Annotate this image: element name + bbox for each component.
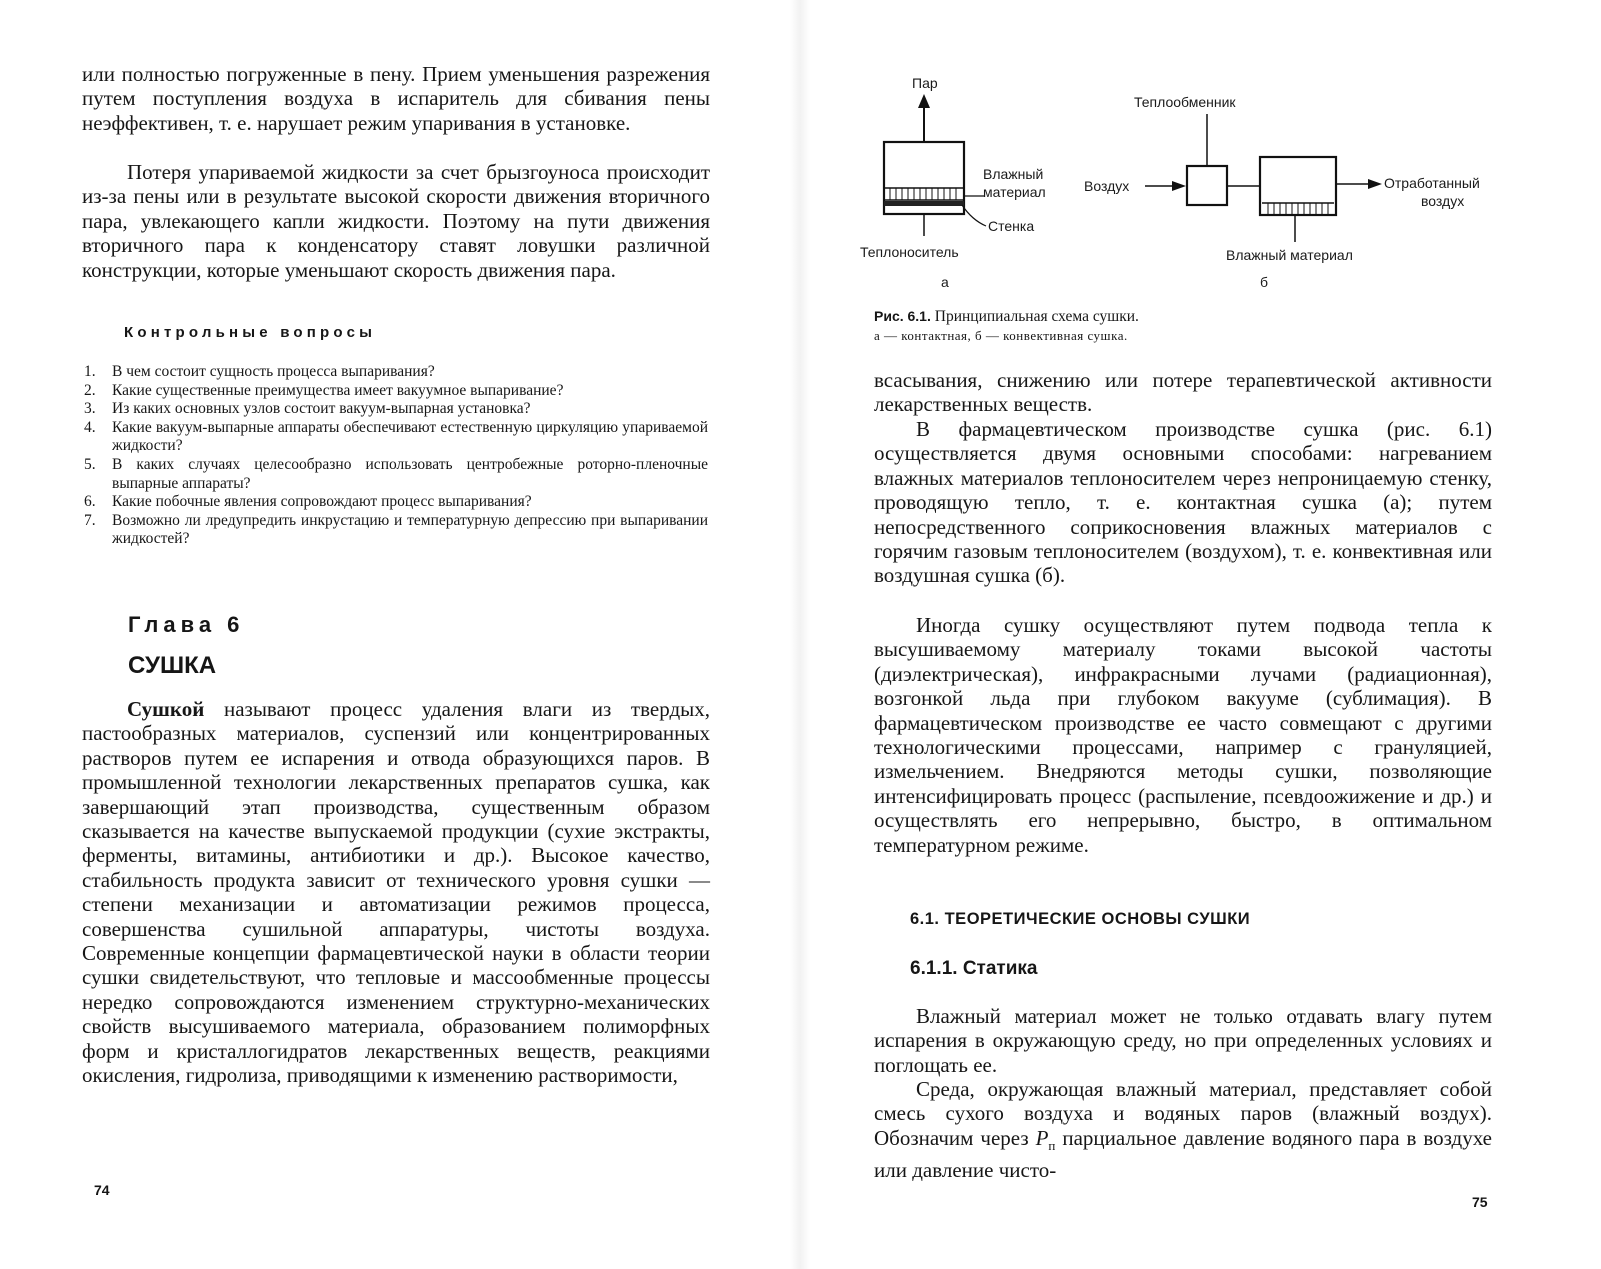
- right-paragraph-4: Влажный материал может не только отдавать влагу путем испарения в окружающую среду, но при определенных условиях и поглощать ее.: [874, 1004, 1492, 1077]
- term-bold: Сушкой: [127, 697, 205, 721]
- heat-exchanger-box: [1187, 166, 1227, 205]
- right-paragraph-5-text-a: Среда, окружающая влажный материал, представляет собой смесь сухого воздуха и водяных паров (влажный воздух). Обозначим через: [874, 1077, 1492, 1150]
- label-wall: Стенка: [988, 218, 1035, 234]
- question-text: Возможно ли лредупредить инкрустацию и температурную депрессию при выпаривании жидкостей?: [112, 511, 708, 548]
- question-item: [84, 493, 708, 512]
- label-exhaust-air-2: воздух: [1421, 193, 1465, 209]
- questions-list: [84, 363, 708, 549]
- right-page: [810, 0, 1601, 1269]
- question-number: 3.: [84, 400, 96, 418]
- right-paragraph-5: [874, 1077, 1492, 1183]
- label-wet-material-a-2: материал: [983, 184, 1046, 200]
- right-paragraph-5-text-b: парциальное давление водяного пара в воздухе или давление чисто-: [874, 1125, 1492, 1183]
- question-text: В каких случаях целесообразно использовать центробежные роторно-пленочные выпарные аппараты?: [112, 455, 708, 492]
- page-number-right: 75: [1472, 1194, 1488, 1210]
- left-paragraph-2: Потеря упариваемой жидкости за счет брызгоуноса происходит из-за пены или в результате высокой скорости движения вторичного пара, увлекающего капли жидкости. Поэтому на пути движения вторичного пара к конденсатору ставят ловушки различной конструкции, которые уменьшают скорость движения пара.: [82, 160, 710, 282]
- drying-schematic: [854, 60, 1574, 300]
- question-text: Какие существенные преимущества имеет вакуумное выпаривание?: [112, 381, 564, 399]
- pressure-symbol: P: [1035, 1125, 1049, 1150]
- question-item: [84, 363, 708, 382]
- page-number-left: 74: [94, 1182, 110, 1198]
- label-heat-exchanger: Теплообменник: [1134, 94, 1236, 110]
- right-paragraph-1: всасывания, снижению или потере терапевтической активности лекарственных веществ.: [874, 368, 1492, 417]
- chapter-title: СУШКА: [128, 652, 217, 679]
- question-number: 5.: [84, 455, 96, 473]
- wall-pointer: [962, 205, 986, 226]
- heated-wall: [884, 201, 964, 206]
- question-item: [84, 400, 708, 419]
- question-number: 7.: [84, 511, 96, 529]
- caption-line: [874, 306, 1494, 327]
- subsection-heading: 6.1.1. Статика: [910, 958, 1038, 979]
- question-item: [84, 512, 708, 549]
- label-heat-carrier: Теплоноситель: [860, 244, 959, 260]
- question-number: 4.: [84, 418, 96, 436]
- label-air: Воздух: [1084, 178, 1130, 194]
- label-exhaust-air-1: Отработанный: [1384, 175, 1480, 191]
- question-number: 1.: [84, 363, 96, 380]
- label-wet-material-b: Влажный материал: [1226, 247, 1353, 263]
- question-text: Из каких основных узлов состоит вакуум-выпарная установка?: [112, 400, 531, 418]
- chapter-label: Глава 6: [128, 612, 245, 637]
- left-paragraph-3-text: называют процесс удаления влаги из твердых, пастообразных материалов, суспензий или концентрированных растворов путем ее испарения и отвода образующихся паров. В промышленной технологии лекарственных препаратов сушка, как завершающий этап производства, существенным образом сказывается на качестве выпускаемой продукции (сухие экстракты, ферменты, витамины, антибиотики и др.). Высокое качество, стабильность продукта зависит от технического уровня сушки — степени механизации и автоматизации режимов процесса, совершенства сушильной аппаратуры, чистоты воздуха. Современные концепции фармацевтической науки в области теории сушки свидетельствуют, что тепловые и массообменные процессы нередко сопровождаются изменением структурно-механических свойств высушиваемого материала, образованием полиморфных форм и кристаллогидратов лекарственных веществ, реакциями окисления, гидролиза, приводящими к изменению растворимости,: [82, 697, 710, 1088]
- caption-subtitle: а — контактная, б — конвективная сушка.: [874, 328, 1128, 343]
- left-paragraph-3: [82, 697, 710, 1088]
- question-text: Какие побочные явления сопровождают процесс выпаривания?: [112, 493, 532, 511]
- question-item: [84, 419, 708, 456]
- pressure-subscript: п: [1048, 1138, 1056, 1153]
- caption-title: Принципиальная схема сушки.: [934, 308, 1139, 325]
- label-a: а: [941, 274, 949, 290]
- book-gutter: [790, 0, 810, 1269]
- left-page: [0, 0, 790, 1269]
- right-paragraph-3: Иногда сушку осуществляют путем подвода тепла к высушиваемому материалу токами высокой частоты (диэлектрическая), инфракрасными лучами (радиационная), возгонкой льда при глубоком вакууме (сублимация). В фармацевтическом производстве ее часто совмещают с другими технологическими процессами, например с грануляцией, измельчением. Внедряются методы сушки, позволяющие интенсифицировать процесс (распыление, псевдоожижение и др.) и осуществлять его непрерывно, быстро, в оптимальном температурном режиме.: [874, 613, 1492, 857]
- question-item: [84, 456, 708, 493]
- left-paragraph-1: или полностью погруженные в пену. Прием уменьшения разрежения путем поступления воздуха в испаритель для сбивания пены неэффективен, т. е. нарушает режим упаривания в установке.: [82, 62, 710, 135]
- label-wet-material-a-1: Влажный: [983, 166, 1044, 182]
- section-heading: 6.1. ТЕОРЕТИЧЕСКИЕ ОСНОВЫ СУШКИ: [910, 910, 1251, 928]
- question-item: [84, 382, 708, 401]
- wet-material-b-hatch: [1262, 203, 1334, 215]
- caption-number: Рис. 6.1.: [874, 308, 931, 324]
- question-text: Какие вакуум-выпарные аппараты обеспечивают естественную циркуляцию упариваемой жидкости?: [112, 418, 708, 455]
- figure-caption: [874, 306, 1494, 345]
- exhaust-arrow-icon: [1368, 179, 1382, 189]
- questions-heading: Контрольные вопросы: [124, 324, 377, 341]
- air-inlet-arrow-icon: [1172, 181, 1186, 191]
- wet-material-hatch: [884, 188, 964, 200]
- right-paragraph-2: В фармацевтическом производстве сушка (рис. 6.1) осуществляется двумя основными способами: нагреванием влажных материалов теплоносителем через непроницаемую стенку, проводящую тепло, т. е. контактная сушка (а); путем непосредственного соприкосновения влажных материалов с горячим газовым теплоносителем (воздухом), т. е. конвективная или воздушная сушка (б).: [874, 417, 1492, 588]
- steam-arrow-icon: [918, 94, 930, 108]
- question-number: 6.: [84, 493, 96, 511]
- question-text: В чем состоит сущность процесса выпаривания?: [112, 363, 435, 380]
- label-b: б: [1260, 274, 1269, 290]
- label-steam: Пар: [912, 75, 938, 91]
- question-number: 2.: [84, 381, 96, 399]
